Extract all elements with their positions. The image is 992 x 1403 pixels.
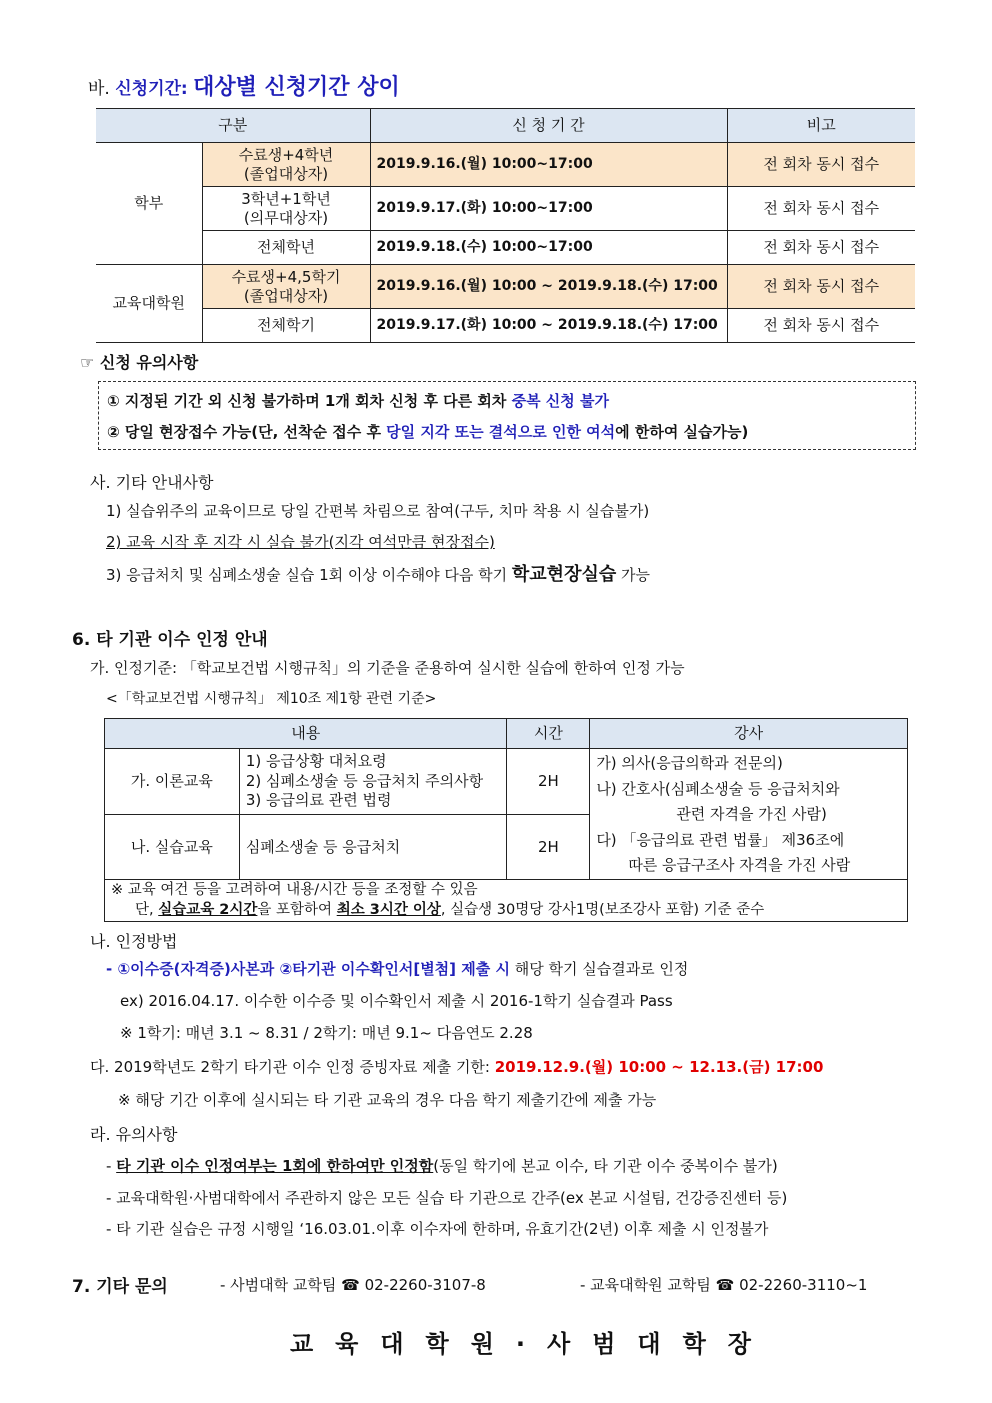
notice-line-2-highlight: 당일 지각 또는 결석으로 인한 여석 <box>386 423 616 441</box>
table2-theory-item-1: 1) 응급상황 대처요령 <box>245 752 387 771</box>
section-na-line-1-tail: 해당 학기 실습결과로 인정 <box>509 960 689 978</box>
section-ra-item-1-dash: - <box>106 1157 117 1175</box>
section-ba-label: 신청기간: <box>115 79 188 99</box>
section-sa-item-3 <box>106 560 650 586</box>
section-ra-item-1 <box>106 1155 778 1176</box>
table2-instructor-2b: 관련 자격을 가진 사람) <box>676 805 827 823</box>
table2-instructor-2: 나) 간호사(심폐소생술 등 응급처치와 <box>596 779 840 798</box>
section-7-contact-2: - 교육대학원 교학팀 ☎ 02-2260-3110~1 <box>580 1276 868 1294</box>
table1-sub-2: 전체학년 <box>202 231 370 265</box>
section-sa-title: 사. 기타 안내사항 <box>90 473 214 492</box>
table1-header-period: 신 청 기 간 <box>370 109 727 143</box>
table1-period-3: 2019.9.16.(월) 10:00 ~ 2019.9.18.(수) 17:00 <box>370 265 727 309</box>
notice-line-2-tail: 에 한하여 실습가능) <box>615 423 749 441</box>
section-na-line-1-dash: - <box>106 960 118 978</box>
section-na-line-1 <box>106 958 688 979</box>
table2-practice-label: 나. 실습교육 <box>105 815 240 879</box>
table2-instructor-3b: 따른 응급구조사 자격을 가진 사람 <box>628 856 851 874</box>
notice-line-2 <box>107 421 748 442</box>
table2-theory-item-2: 2) 심폐소생술 등 응급처치 주의사항 <box>245 771 484 790</box>
table1-note-2: 전 회차 동시 접수 <box>727 231 915 265</box>
table2-practice-item: 심폐소생술 등 응급처치 <box>239 815 507 879</box>
issuer-signature: 교육대학원·사범대학장 <box>290 1330 773 1358</box>
section-6-title: 6. 타 기관 이수 인정 안내 <box>72 630 268 650</box>
table1-header-note: 비고 <box>727 109 915 143</box>
notice-heading: ☞ 신청 유의사항 <box>80 353 199 372</box>
table2-header-content: 내용 <box>105 719 507 749</box>
section-na-line-3: ※ 1학기: 매년 3.1 ~ 8.31 / 2학기: 매년 9.1~ 다음연도 2.28 <box>120 1024 533 1042</box>
section-da-deadline: 2019.12.9.(월) 10:00 ~ 12.13.(금) 17:00 <box>494 1058 824 1076</box>
table2-footnote-2-b: 실습교육 2시간 <box>158 902 258 918</box>
table2-instructors <box>590 749 908 880</box>
section-sa-item-3-text: 3) 응급처치 및 심폐소생술 실습 1회 이상 이수해야 다음 학기 <box>106 566 512 584</box>
section-na-line-2: ex) 2016.04.17. 이수한 이수증 및 이수확인서 제출 시 2016-1학기 실습결과 Pass <box>120 992 673 1010</box>
notice-line-2-text: ② 당일 현장접수 가능(단, 선착순 접수 후 <box>107 423 387 441</box>
table2-footnote-2-d: 최소 3시간 이상 <box>336 902 441 918</box>
section-da-text: 다. 2019학년도 2학기 타기관 이수 인정 증빙자료 제출 기한: <box>90 1058 495 1076</box>
table1-note-1: 전 회차 동시 접수 <box>727 187 915 231</box>
table2-footnote-2-c: 을 포함하여 <box>257 902 337 918</box>
table1-note-4: 전 회차 동시 접수 <box>727 309 915 343</box>
section-7-title: 7. 기타 문의 <box>72 1277 168 1297</box>
table2-time-2: 2H <box>507 815 590 879</box>
legal-standard-table <box>104 718 908 922</box>
table2-footnote-2-a: 단, <box>135 902 159 918</box>
notice-line-1-text: ① 지정된 기간 외 신청 불가하며 1개 회차 신청 후 다른 회차 <box>107 392 512 410</box>
section-ra-item-1-emphasis: 타 기관 이수 인정여부는 1회에 한하여만 인정함 <box>116 1157 434 1175</box>
table1-period-0: 2019.9.16.(월) 10:00~17:00 <box>370 143 727 187</box>
section-na-title: 나. 인정방법 <box>90 932 178 951</box>
table2-theory-label: 가. 이론교육 <box>105 749 240 815</box>
table2-time-1: 2H <box>507 749 590 815</box>
section-na-line-1-highlight: ①이수증(자격증)사본과 ②타기관 이수확인서[별첨] 제출 시 <box>117 960 510 978</box>
notice-box <box>98 381 916 450</box>
section-ra-item-1-tail: (동일 학기에 본교 이수, 타 기관 이수 중복이수 불가) <box>433 1157 778 1175</box>
table1-period-2: 2019.9.18.(수) 10:00~17:00 <box>370 231 727 265</box>
table1-sub-0: 수료생+4학년 (졸업대상자) <box>202 143 370 187</box>
section-sa-item-2: 2) 교육 시작 후 지각 시 실습 불가(지각 여석만큼 현장접수) <box>106 533 495 551</box>
table1-group-grad: 교육대학원 <box>96 265 202 343</box>
section-sa-item-3-tail: 가능 <box>616 566 650 584</box>
table2-footnote <box>105 879 908 921</box>
section-ba-prefix: 바. <box>88 79 110 99</box>
table1-group-undergrad: 학부 <box>96 143 202 265</box>
table2-footnote-2 <box>111 900 907 920</box>
notice-line-1-highlight: 중복 신청 불가 <box>511 392 609 410</box>
section-6-ga-sub: <「학교보건법 시행규칙」 제10조 제1항 관련 기준> <box>106 691 437 707</box>
section-6-ga: 가. 인정기준: 「학교보건법 시행규칙」의 기준을 준용하여 실시한 실습에 한하여 인정 가능 <box>90 659 685 677</box>
section-da-line <box>90 1056 823 1077</box>
section-ba-heading <box>88 70 400 101</box>
section-sa-item-1: 1) 실습위주의 교육이므로 당일 간편복 차림으로 참여(구두, 치마 착용 시 실습불가) <box>106 502 650 520</box>
table2-footnote-2-e: , 실습생 30명당 강사1명(보조강사 포함) 기준 준수 <box>440 902 765 918</box>
table1-period-4: 2019.9.17.(화) 10:00 ~ 2019.9.18.(수) 17:00 <box>370 309 727 343</box>
section-ra-item-3: - 타 기관 실습은 규정 시행일 ‘16.03.01.이후 이수자에 한하며, 유효기간(2년) 이후 제출 시 인정불가 <box>106 1220 769 1238</box>
section-sa-item-3-emphasis: 학교현장실습 <box>511 564 617 585</box>
table1-period-1: 2019.9.17.(화) 10:00~17:00 <box>370 187 727 231</box>
table1-sub-1: 3학년+1학년 (의무대상자) <box>202 187 370 231</box>
section-ra-title: 라. 유의사항 <box>90 1125 178 1144</box>
table2-instructor-3: 다) 「응급의료 관련 법률」 제36조에 <box>596 830 845 849</box>
notice-line-1 <box>107 390 609 411</box>
table2-header-instructor: 강사 <box>590 719 908 749</box>
table1-note-0: 전 회차 동시 접수 <box>727 143 915 187</box>
table2-theory-items <box>239 749 507 815</box>
table2-footnote-1: ※ 교육 여건 등을 고려하여 내용/시간 등을 조정할 수 있음 <box>111 881 478 898</box>
table1-header-category: 구분 <box>96 109 370 143</box>
table1-sub-4: 전체학기 <box>202 309 370 343</box>
table1-sub-3: 수료생+4,5학기 (졸업대상자) <box>202 265 370 309</box>
section-da-note: ※ 해당 기간 이후에 실시되는 타 기관 교육의 경우 다음 학기 제출기간에 제출 가능 <box>118 1091 657 1109</box>
table2-header-time: 시간 <box>507 719 590 749</box>
application-period-table <box>96 108 915 343</box>
section-ra-item-2: - 교육대학원·사범대학에서 주관하지 않은 모든 실습 타 기관으로 간주(ex 본교 시설팀, 건강증진센터 등) <box>106 1189 788 1207</box>
table2-instructor-1: 가) 의사(응급의학과 전문의) <box>596 754 783 772</box>
table1-note-3: 전 회차 동시 접수 <box>727 265 915 309</box>
table2-theory-item-3: 3) 응급의료 관련 법령 <box>245 791 392 810</box>
section-7-contact-1: - 사범대학 교학팀 ☎ 02-2260-3107-8 <box>220 1276 486 1294</box>
section-ba-title: 대상별 신청기간 상이 <box>193 75 400 100</box>
